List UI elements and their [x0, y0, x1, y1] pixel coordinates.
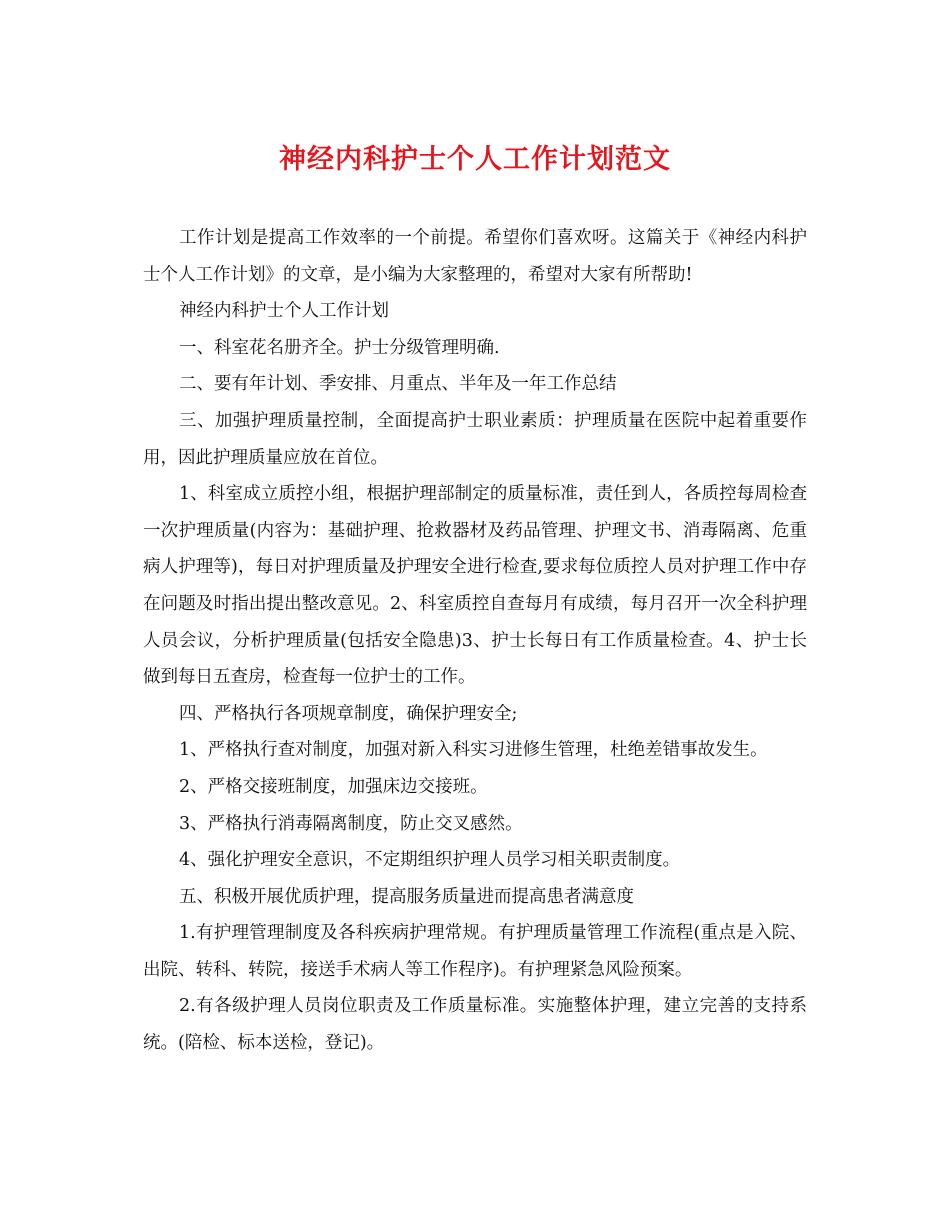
- document-title: 神经内科护士个人工作计划范文: [279, 144, 671, 175]
- paragraph-item-3: 三、加强护理质量控制，全面提高护士职业素质：护理质量在医院中起着重要作用，因此护理质量应放在首位。: [143, 410, 807, 468]
- paragraph-item-5-1: 1.有护理管理制度及各科疾病护理常规。有护理质量管理工作流程(重点是入院、出院、转科、转院，接送手术病人等工作程序)。有护理紧急风险预案。: [143, 923, 807, 980]
- paragraph-item-4-1: 1、严格执行查对制度，加强对新入科实习进修生管理，杜绝差错事故发生。: [179, 740, 768, 761]
- paragraph-intro: 工作计划是提高工作效率的一个前提。希望你们喜欢呀。这篇关于《神经内科护士个人工作计划》的文章，是小编为大家整理的，希望对大家有所帮助!: [143, 228, 807, 285]
- paragraph-item-4-3: 3、严格执行消毒隔离制度，防止交叉感然。: [179, 813, 523, 834]
- paragraph-item-5: 五、积极开展优质护理，提高服务质量进而提高患者满意度: [179, 886, 634, 907]
- paragraph-item-3-detail: 1、科室成立质控小组，根据护理部制定的质量标准，责任到人，各质控每周检查一次护理质量(内容为：基础护理、抢救器材及药品管理、护理文书、消毒隔离、危重病人护理等)，每日对护理质量及护理安全进行检查,要求每位质控人员对护理工作中存在问题及时指出提出整改意见。2、科室质控自查每月有成绩，每月召开一次全科护理人员会议，分析护理质量(包括安全隐患)3、护士长每日有工作质量检查。4、护士长做到每日五查房，检查每一位护士的工作。: [143, 484, 807, 688]
- paragraph-item-4-4: 4、强化护理安全意识，不定期组织护理人员学习相关职责制度。: [179, 850, 681, 871]
- document-body: [143, 220, 807, 1062]
- paragraph-item-2: 二、要有年计划、季安排、月重点、半年及一年工作总结: [179, 374, 617, 395]
- paragraph-item-1: 一、科室花名册齐全。护士分级管理明确.: [179, 337, 500, 358]
- paragraph-item-5-2: 2.有各级护理人员岗位职责及工作质量标准。实施整体护理，建立完善的支持系统。(陪检、标本送检，登记)。: [143, 996, 807, 1054]
- paragraph-item-4: 四、严格执行各项规章制度，确保护理安全;: [179, 703, 518, 724]
- paragraph-item-4-2: 2、严格交接班制度，加强床边交接班。: [179, 776, 488, 797]
- paragraph-subtitle: 神经内科护士个人工作计划: [179, 301, 389, 322]
